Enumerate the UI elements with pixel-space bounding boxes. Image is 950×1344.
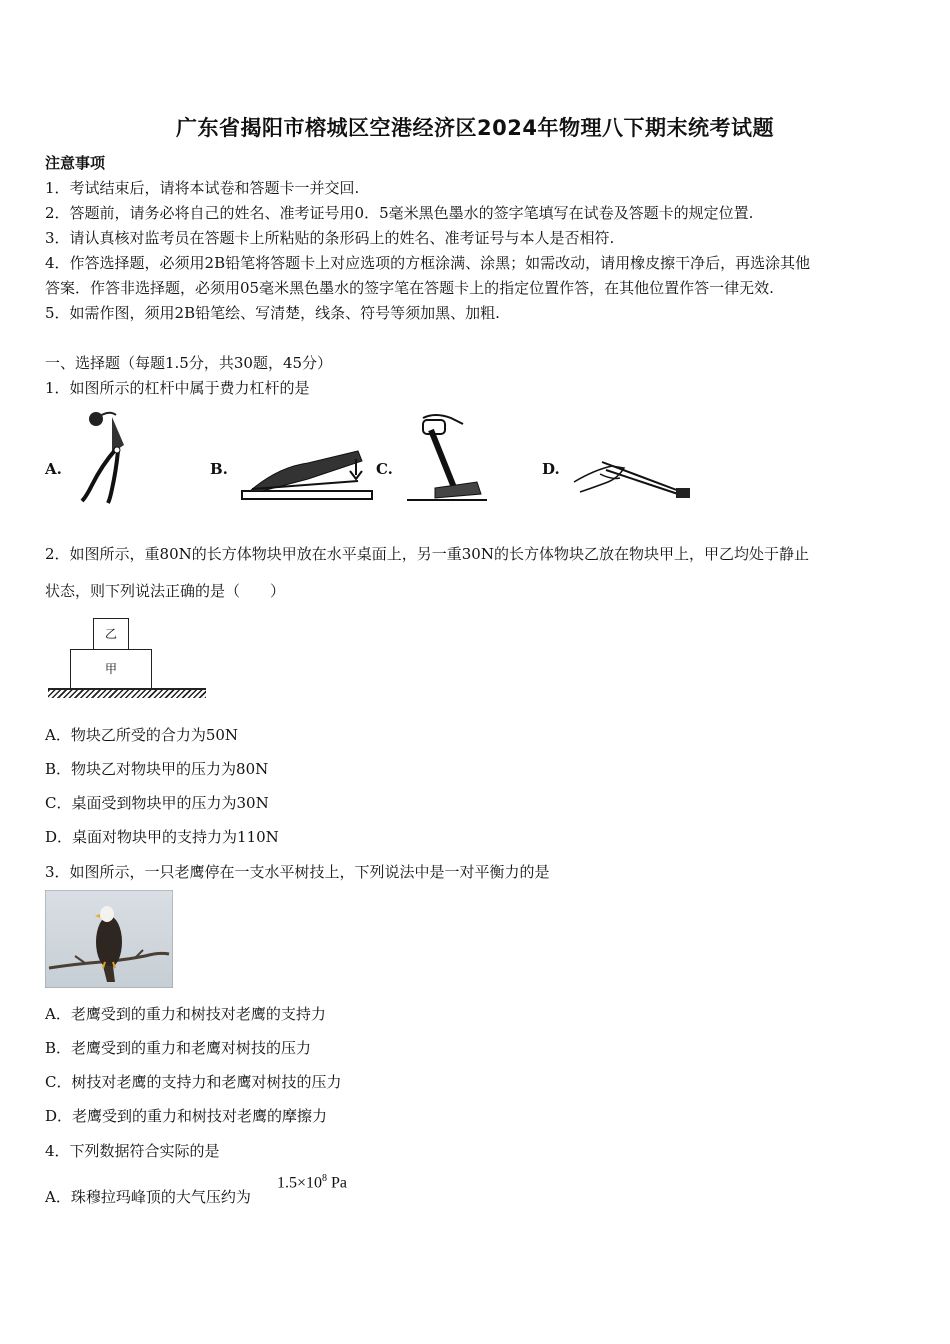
q3-option-a: A．老鹰受到的重力和树技对老鹰的支持力 [45, 1005, 326, 1023]
q4-option-a-formula [277, 1173, 347, 1192]
notice-item: 3．请认真核对监考员在答题卡上所粘贴的条形码上的姓名、准考证号与本人是否相符. [45, 229, 615, 247]
block-jia: 甲 [70, 649, 152, 689]
q2-option-d: D．桌面对物块甲的支持力为110N [45, 828, 279, 846]
q3-option-b: B．老鹰受到的重力和老鹰对树技的压力 [45, 1039, 312, 1057]
handle-lever-figure [405, 412, 490, 507]
question-2-stem-line2: 状态，则下列说法正确的是（ ） [45, 582, 286, 600]
q1-option-a-label: A. [45, 460, 62, 478]
q2-option-a: A．物块乙所受的合力为50N [45, 726, 239, 744]
q4-unit: Pa [327, 1174, 348, 1192]
tweezers-figure [572, 452, 694, 504]
notice-item: 答案．作答非选择题，必须用05毫米黑色墨水的签字笔在答题卡上的指定位置作答，在其他位置作答一律无效. [45, 279, 774, 297]
notice-heading: 注意事项 [45, 154, 106, 172]
q4-exponent: 8 [322, 1173, 328, 1184]
notice-item: 1．考试结束后，请将本试卷和答题卡一并交回. [45, 179, 360, 197]
table-hatching [48, 690, 206, 698]
question-4-stem: 4．下列数据符合实际的是 [45, 1142, 220, 1160]
eagle-photo [45, 890, 173, 988]
notice-item: 5．如需作图，须用2B铅笔绘、写清楚，线条、符号等须加黑、加粗. [45, 304, 500, 322]
block-yi: 乙 [93, 618, 129, 650]
question-3-stem: 3．如图所示，一只老鹰停在一支水平树技上，下列说法中是一对平衡力的是 [45, 863, 550, 881]
q2-option-b: B．物块乙对物块甲的压力为80N [45, 760, 269, 778]
q1-option-b-label: B. [210, 460, 228, 478]
notice-item: 2．答题前，请务必将自己的姓名、准考证号用0．5毫米黑色墨水的签字笔填写在试卷及答题卡的规定位置. [45, 204, 754, 222]
q1-option-c-label: C. [376, 460, 393, 478]
q4-value: 1.5×10 [277, 1174, 323, 1192]
stapler-figure [238, 445, 378, 505]
pliers-figure [72, 405, 134, 507]
q1-option-d-label: D. [542, 460, 560, 478]
q3-option-d: D．老鹰受到的重力和树技对老鹰的摩擦力 [45, 1107, 328, 1125]
q4-option-a [45, 1186, 251, 1207]
page-title: 广东省揭阳市榕城区空港经济区2024年物理八下期末统考试题 [176, 116, 774, 140]
section-heading: 一、选择题（每题1.5分，共30题，45分） [45, 354, 333, 372]
q3-option-c: C．树技对老鹰的支持力和老鹰对树技的压力 [45, 1073, 342, 1091]
q2-option-c: C．桌面受到物块甲的压力为30N [45, 794, 269, 812]
blocks-figure [48, 618, 208, 702]
question-1-stem: 1．如图所示的杠杆中属于费力杠杆的是 [45, 379, 310, 397]
q4-option-a-text: A．珠穆拉玛峰顶的大气压约为 [45, 1188, 251, 1206]
question-2-stem-line1: 2．如图所示，重80N的长方体物块甲放在水平桌面上，另一重30N的长方体物块乙放在物块甲上，甲乙均处于静止 [45, 545, 809, 563]
notice-item: 4．作答选择题，必须用2B铅笔将答题卡上对应选项的方框涂满、涂黑；如需改动，请用橡皮擦干净后，再选涂其他 [45, 254, 811, 272]
